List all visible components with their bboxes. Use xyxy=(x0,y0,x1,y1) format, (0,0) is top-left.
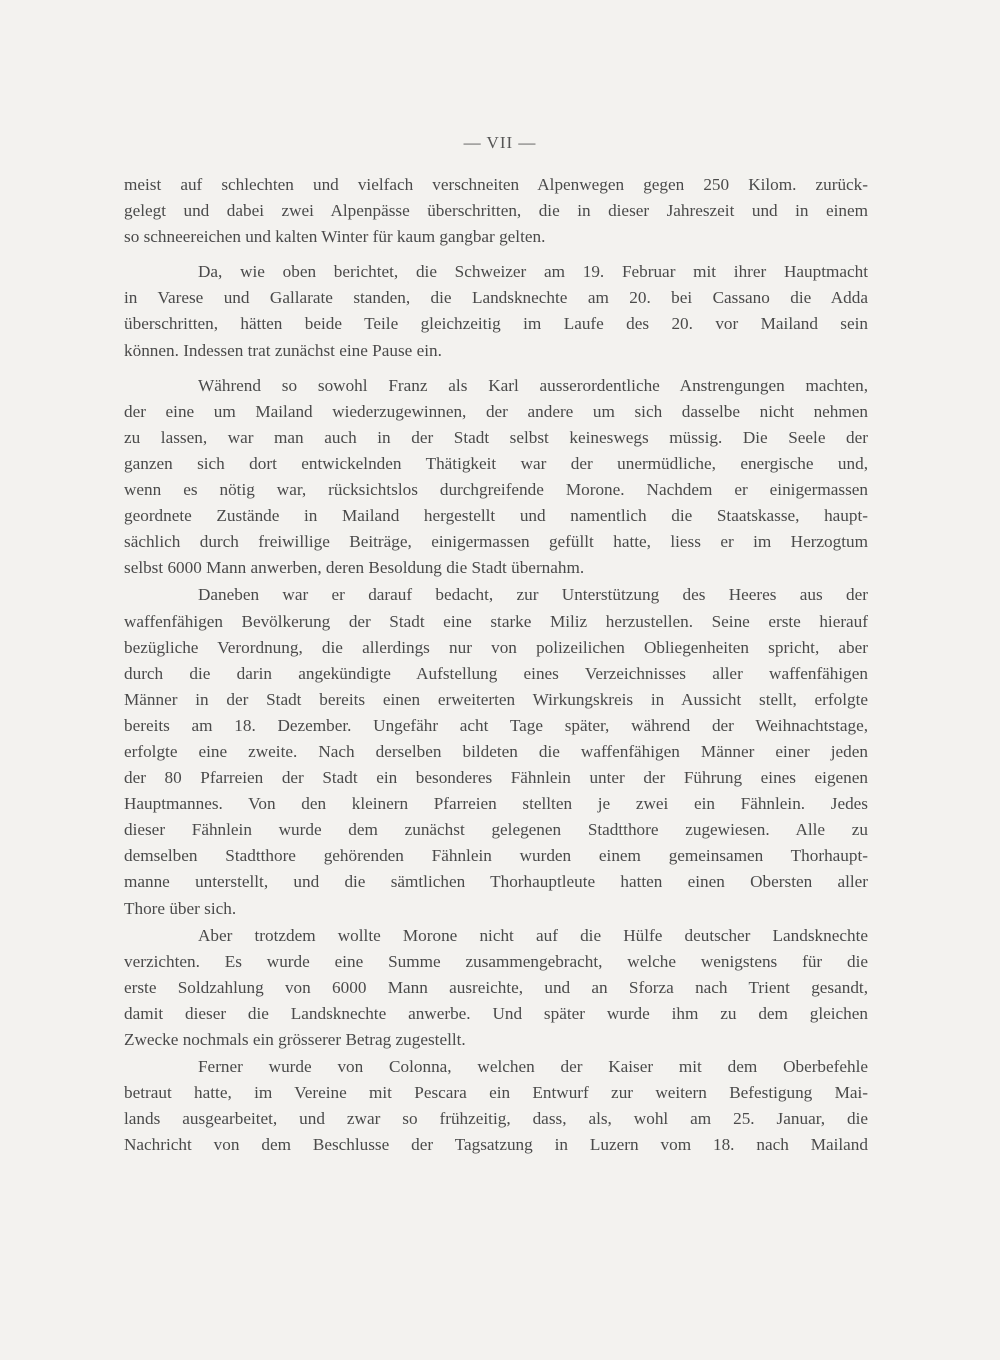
text-line: können. Indessen trat zunächst eine Pause ein. xyxy=(124,340,442,360)
page-number: — VII — xyxy=(463,133,537,152)
text-line: waffenfähigen Bevölkerung der Stadt eine starke Miliz herzustellen. Seine erste hierauf xyxy=(124,611,868,631)
text-line: lands ausgearbeitet, und zwar so frühzeitig, dass, als, wohl am 25. Januar, die xyxy=(124,1109,868,1129)
paragraph-5 xyxy=(124,923,868,1053)
text-line: bereits am 18. Dezember. Ungefähr acht Tage später, während der Weihnachtstage, xyxy=(124,715,868,735)
text-line: betraut hatte, im Vereine mit Pescara ein Entwurf zur weitern Befestigung Mai- xyxy=(124,1083,868,1103)
text-line: Männer in der Stadt bereits einen erweiterten Wirkungskreis in Aussicht stellt, erfolgte xyxy=(124,689,868,709)
text-line: wenn es nötig war, rücksichtslos durchgreifende Morone. Nachdem er einigermassen xyxy=(124,480,868,500)
text-line: Daneben war er darauf bedacht, zur Unterstützung des Heeres aus der xyxy=(198,585,868,605)
paragraph-gap xyxy=(124,364,868,373)
text-line: Zwecke nochmals ein grösserer Betrag zugestellt. xyxy=(124,1030,466,1049)
text-line: durch die darin angekündigte Aufstellung eines Verzeichnisses aller waffenfähigen xyxy=(124,663,868,683)
text-line: in Varese und Gallarate standen, die Landsknechte am 20. bei Cassano die Adda xyxy=(124,288,868,308)
text-line: demselben Stadtthore gehörenden Fähnlein wurden einem gemeinsamen Thorhaupt- xyxy=(124,846,868,866)
text-line: erste Soldzahlung von 6000 Mann ausreichte, und an Sforza nach Trient gesandt, xyxy=(124,977,868,997)
text-line: der 80 Pfarreien der Stadt ein besonderes Fähnlein unter der Führung eines eigenen xyxy=(124,768,868,788)
text-line: Aber trotzdem wollte Morone nicht auf die Hülfe deutscher Landsknechte xyxy=(198,925,868,945)
text-line: Ferner wurde von Colonna, welchen der Kaiser mit dem Oberbefehle xyxy=(198,1057,868,1077)
text-line: dieser Fähnlein wurde dem zunächst gelegenen Stadtthore zugewiesen. Alle zu xyxy=(124,820,868,840)
paragraph-1 xyxy=(124,172,868,250)
paragraph-2 xyxy=(124,259,868,363)
body-text xyxy=(124,172,868,1158)
text-line: so schneereichen und kalten Winter für kaum gangbar gelten. xyxy=(124,227,546,247)
paragraph-gap xyxy=(124,250,868,259)
text-line: verzichten. Es wurde eine Summe zusammengebracht, welche wenigstens für die xyxy=(124,951,868,971)
text-line: Während so sowohl Franz als Karl ausserordentliche Anstrengungen machten, xyxy=(198,375,868,395)
text-line: Hauptmannes. Von den kleinern Pfarreien stellten je zwei ein Fähnlein. Jedes xyxy=(124,794,868,814)
text-line: damit dieser die Landsknechte anwerbe. Und später wurde ihm zu dem gleichen xyxy=(124,1003,868,1023)
text-line: geordnete Zustände in Mailand hergestellt und namentlich die Staatskasse, haupt- xyxy=(124,506,868,526)
text-line: ganzen sich dort entwickelnden Thätigkeit war der unermüdliche, energische und, xyxy=(124,453,868,473)
text-line: sächlich durch freiwillige Beiträge, einigermassen gefüllt hatte, liess er im Herzogtum xyxy=(124,532,868,552)
paragraph-6 xyxy=(124,1054,868,1158)
text-line: meist auf schlechten und vielfach verschneiten Alpenwegen gegen 250 Kilom. zurück- xyxy=(124,175,868,194)
text-line: zu lassen, war man auch in der Stadt selbst keineswegs müssig. Die Seele der xyxy=(124,427,868,447)
text-line: Thore über sich. xyxy=(124,898,237,918)
text-line: der eine um Mailand wiederzugewinnen, der andere um sich dasselbe nicht nehmen xyxy=(124,401,868,421)
paragraph-3 xyxy=(124,373,868,582)
paragraph-4 xyxy=(124,582,868,921)
text-line: erfolgte eine zweite. Nach derselben bildeten die waffenfähigen Männer einer jeden xyxy=(124,741,868,761)
text-line: selbst 6000 Mann anwerben, deren Besoldung die Stadt übernahm. xyxy=(124,558,585,578)
text-line: gelegt und dabei zwei Alpenpässe überschritten, die in dieser Jahreszeit und in einem xyxy=(124,201,868,221)
text-line: überschritten, hätten beide Teile gleichzeitig im Laufe des 20. vor Mailand sein xyxy=(124,314,868,334)
text-line: manne unterstellt, und die sämtlichen Thorhauptleute hatten einen Obersten aller xyxy=(124,872,868,892)
text-line: Da, wie oben berichtet, die Schweizer am 19. Februar mit ihrer Hauptmacht xyxy=(198,262,868,282)
text-line: Nachricht von dem Beschlusse der Tagsatzung in Luzern vom 18. nach Mailand xyxy=(124,1135,868,1155)
text-line: bezügliche Verordnung, die allerdings nur von polizeilichen Obliegenheiten spricht, aber xyxy=(124,637,868,657)
